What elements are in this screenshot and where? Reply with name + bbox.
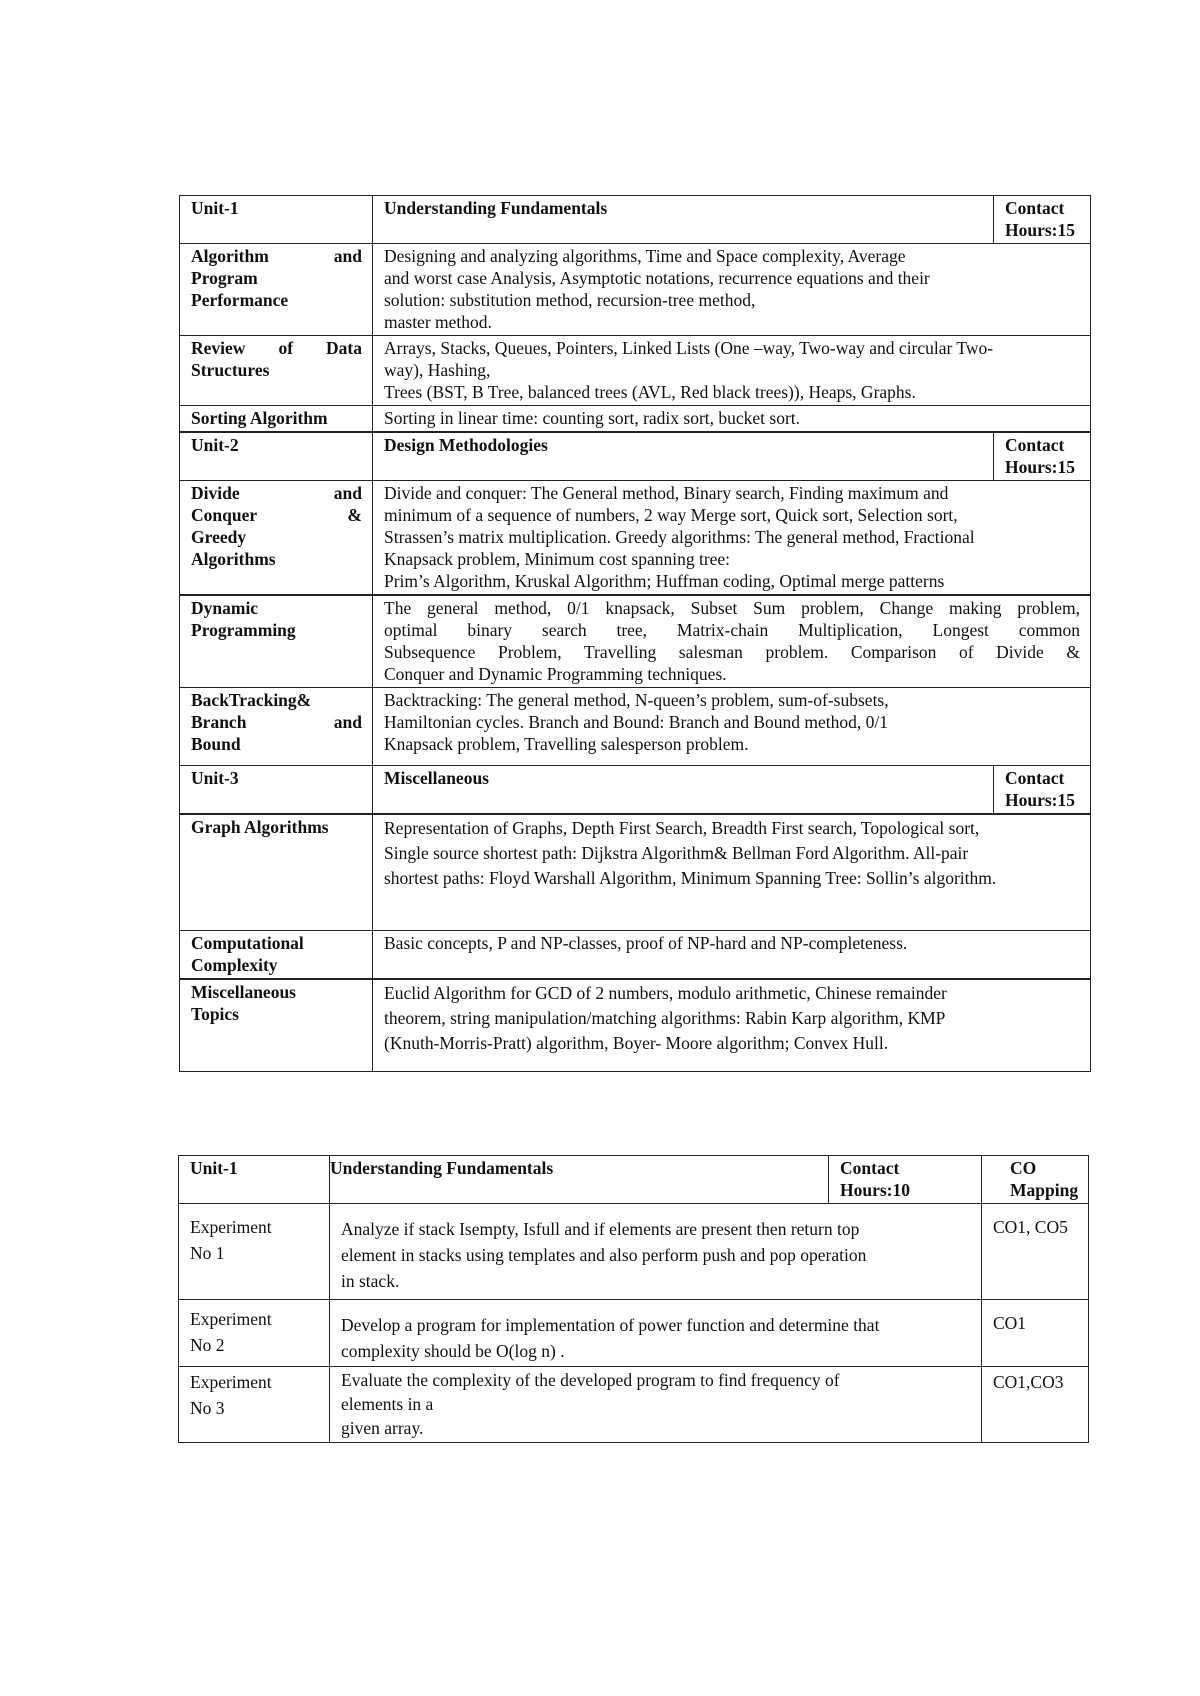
topic-label: Computational Complexity [180, 930, 373, 979]
syllabus-table [179, 195, 1091, 1072]
lab-unit-label: Unit-1 [179, 1156, 330, 1204]
unit-2-label: Unit-2 [180, 432, 373, 481]
experiment-description: Analyze if stack Isempty, Isfull and if elements are present then return top element in stacks using templates and also perform push and pop operation in stack. [330, 1204, 982, 1300]
topic-row [180, 244, 1091, 336]
unit-1-contact-hours: Contact Hours:15 [994, 196, 1091, 244]
experiment-number: Experiment No 1 [179, 1204, 330, 1300]
topic-label: Divide and Conquer & Greedy Algorithms [180, 481, 373, 596]
experiment-number: Experiment No 3 [179, 1367, 330, 1443]
topic-description: Divide and conquer: The General method, Binary search, Finding maximum and minimum of a sequence of numbers, 2 way Merge sort, Quick sort, Selection sort, Strassen’s matrix multiplication. Greedy algorithms: The general method, Fractional Knapsack problem, Minimum cost spanning tree: Prim’s Algorithm, Kruskal Algorithm; Huffman coding, Optimal merge patterns [373, 481, 1091, 596]
topic-label: Review of Data Structures [180, 336, 373, 406]
unit-1-header-row [180, 196, 1091, 244]
experiment-co-mapping: CO1,CO3 [982, 1367, 1089, 1443]
topic-description: The general method, 0/1 knapsack, Subset Sum problem, Change making problem, optimal binary search tree, Matrix-chain Multiplication, Longest common Subsequence Problem, Travelling salesman problem. Comparison of Divide & Conquer and Dynamic Programming techniques. [373, 595, 1091, 688]
topic-label: Algorithm and Program Performance [180, 244, 373, 336]
unit-3-contact-hours: Contact Hours:15 [994, 766, 1091, 815]
topic-label: Miscellaneous Topics [180, 979, 373, 1072]
topic-row [180, 595, 1091, 688]
experiment-row [179, 1367, 1089, 1443]
experiment-row [179, 1204, 1089, 1300]
experiment-co-mapping: CO1, CO5 [982, 1204, 1089, 1300]
topic-description: Representation of Graphs, Depth First Search, Breadth First search, Topological sort, Single source shortest path: Dijkstra Algorithm& Bellman Ford Algorithm. All-pair shortest paths: Floyd Warshall Algorithm, Minimum Spanning Tree: Sollin’s algorithm. [373, 814, 1091, 930]
unit-3-title: Miscellaneous [373, 766, 994, 815]
lab-experiments-table [178, 1155, 1089, 1443]
topic-description: Sorting in linear time: counting sort, radix sort, bucket sort. [373, 406, 1091, 433]
topic-description: Arrays, Stacks, Queues, Pointers, Linked Lists (One –way, Two-way and circular Two- way), Hashing, Trees (BST, B Tree, balanced trees (AVL, Red black trees)), Heaps, Graphs. [373, 336, 1091, 406]
unit-2-title: Design Methodologies [373, 432, 994, 481]
co-mapping-header: CO Mapping [982, 1156, 1089, 1204]
unit-2-header-row [180, 432, 1091, 481]
unit-3-label: Unit-3 [180, 766, 373, 815]
topic-row [180, 814, 1091, 930]
topic-row [180, 979, 1091, 1072]
topic-label: Graph Algorithms [180, 814, 373, 930]
topic-label: Sorting Algorithm [180, 406, 373, 433]
experiment-co-mapping: CO1 [982, 1300, 1089, 1367]
topic-row [180, 406, 1091, 433]
lab-unit-title: Understanding Fundamentals [330, 1156, 829, 1204]
unit-1-label: Unit-1 [180, 196, 373, 244]
topic-description: Backtracking: The general method, N-queen’s problem, sum-of-subsets, Hamiltonian cycles. Branch and Bound: Branch and Bound method, 0/1 Knapsack problem, Travelling salesperson problem. [373, 688, 1091, 766]
topic-description: Designing and analyzing algorithms, Time and Space complexity, Average and worst case Analysis, Asymptotic notations, recurrence equations and their solution: substitution method, recursion-tree method, master method. [373, 244, 1091, 336]
lab-header-row [179, 1156, 1089, 1204]
unit-1-title: Understanding Fundamentals [373, 196, 994, 244]
topic-row [180, 688, 1091, 766]
topic-label: BackTracking& Branch and Bound [180, 688, 373, 766]
topic-row [180, 481, 1091, 596]
unit-3-header-row [180, 766, 1091, 815]
topic-description: Basic concepts, P and NP-classes, proof of NP-hard and NP-completeness. [373, 930, 1091, 979]
lab-contact-hours: Contact Hours:10 [829, 1156, 982, 1204]
experiment-description: Develop a program for implementation of power function and determine that complexity should be O(log n) . [330, 1300, 982, 1367]
topic-row [180, 336, 1091, 406]
experiment-description: Evaluate the complexity of the developed program to find frequency of elements in a given array. [330, 1367, 982, 1443]
experiment-number: Experiment No 2 [179, 1300, 330, 1367]
unit-2-contact-hours: Contact Hours:15 [994, 432, 1091, 481]
experiment-row [179, 1300, 1089, 1367]
topic-description: Euclid Algorithm for GCD of 2 numbers, modulo arithmetic, Chinese remainder theorem, string manipulation/matching algorithms: Rabin Karp algorithm, KMP (Knuth-Morris-Pratt) algorithm, Boyer- Moore algorithm; Convex Hull. [373, 979, 1091, 1072]
topic-row [180, 930, 1091, 979]
topic-label: Dynamic Programming [180, 595, 373, 688]
